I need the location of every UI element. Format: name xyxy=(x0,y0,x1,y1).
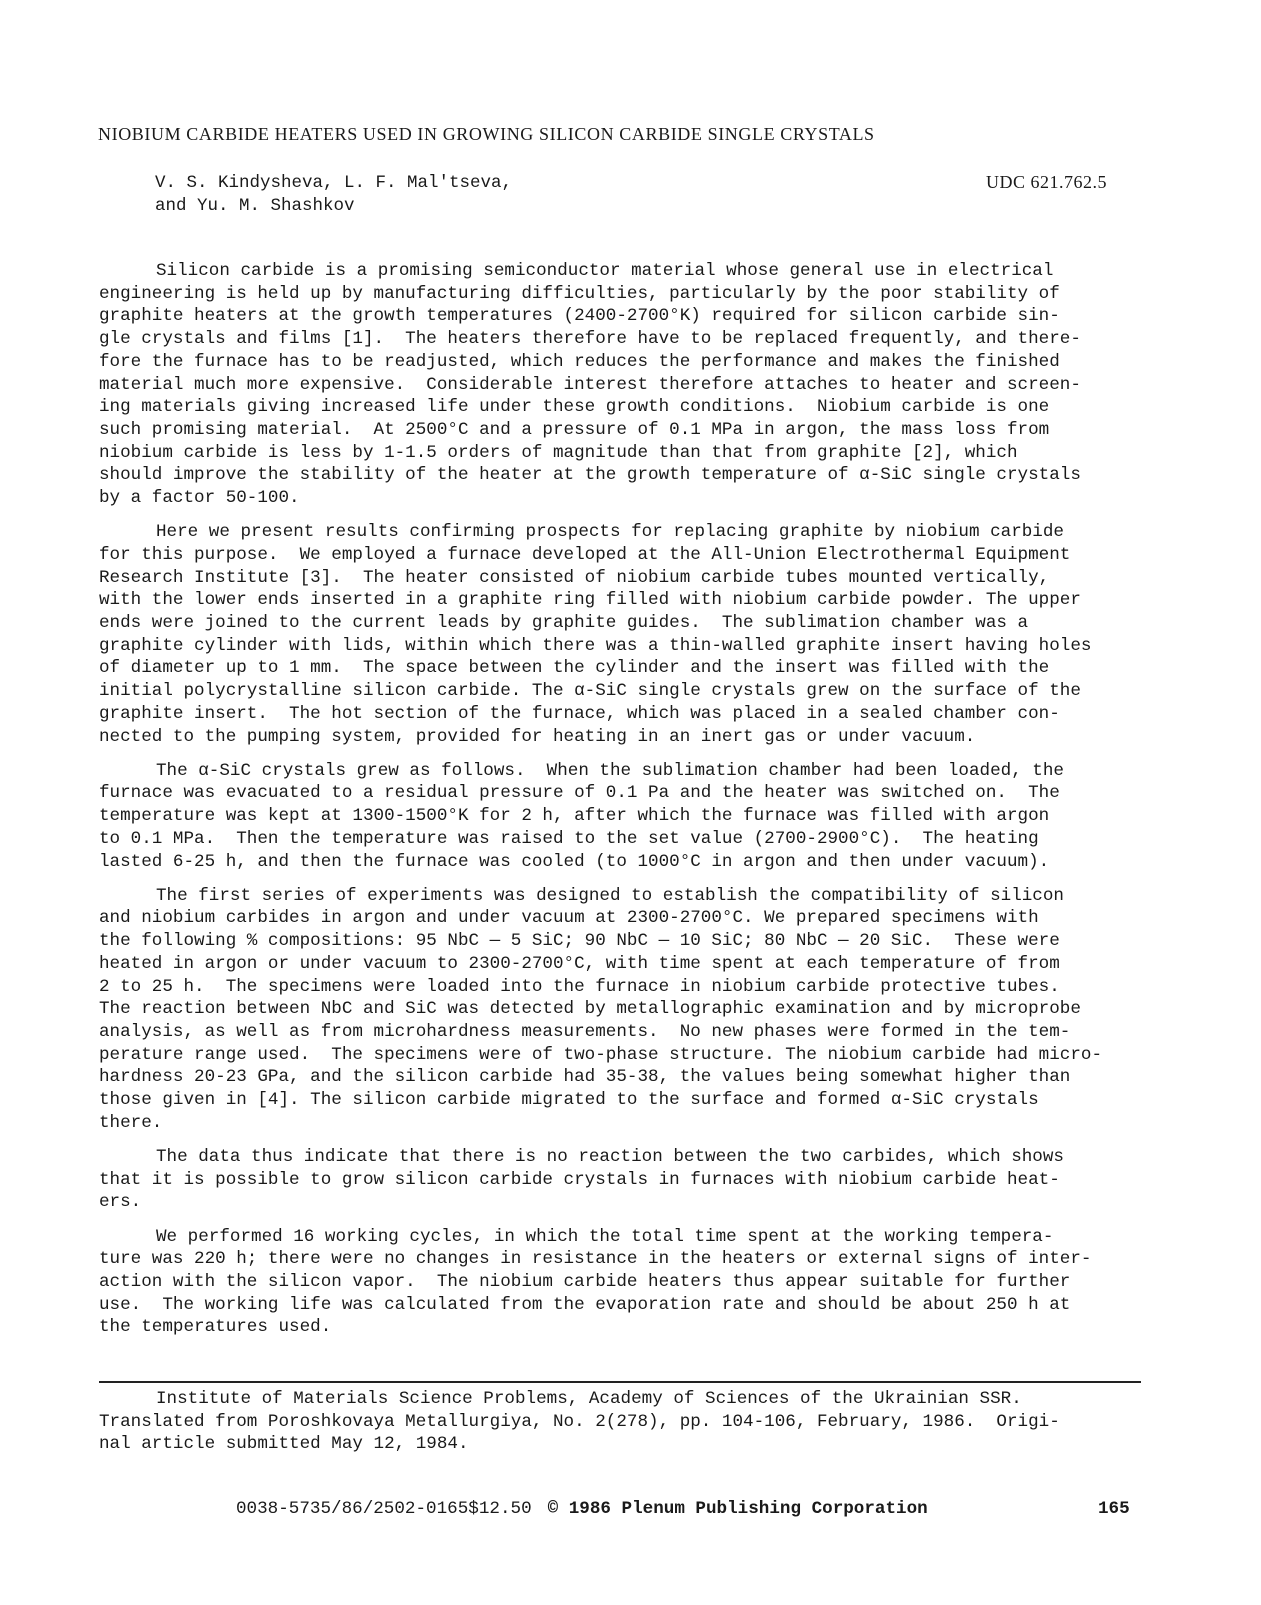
paragraph-3: The α-SiC crystals grew as follows. When the sublimation chamber had been loaded, the furnace was evacuated to a residual pressure of 0.1 Pa and the heater was switched on. The temperature was kept at 1300-1500°K for 2 h, after which the furnace was filled with argon to 0.1 MPa. Then the temperature was raised to the set value (2700-2900°C). The heating lasted 6-25 h, and then the furnace was cooled (to 1000°C in argon and then under vacuum). xyxy=(99,760,1064,872)
price-code: 0038-5735/86/2502-0165$12.50 xyxy=(236,1499,532,1519)
paragraph-2: Here we present results confirming prospects for replacing graphite by niobium carbide for this purpose. We employed a furnace developed at the All-Union Electrothermal Equipment Research Institute [3]. The heater consisted of niobium carbide tubes mounted vertically, with the lower ends inserted in a graphite ring filled with niobium carbide powder. The upper ends were joined to the current leads by graphite guides. The sublimation chamber was a graphite cylinder with lids, within which there was a thin-walled graphite insert having holes of diameter up to 1 mm. The space between the cylinder and the insert was filled with the initial polycrystalline silicon carbide. The α-SiC single crystals grew on the surface of the graphite insert. The hot section of the furnace, which was placed in a sealed chamber con- nected to the pumping system, provided for heating in an inert gas or under vacuum. xyxy=(99,522,1092,747)
paragraph-1: Silicon carbide is a promising semiconductor material whose general use in electrical engineering is held up by manufacturing difficulties, particularly by the poor stability of graphite heaters at the growth temperatures (2400-2700°K) required for silicon carbide sin- gle crystals and films [1]. The heaters therefore have to be replaced frequently, and there- fore the furnace has to be readjusted, which reduces the performance and makes the finished material much more expensive. Considerable interest therefore attaches to heater and screen- ing materials giving increased life under these growth conditions. Niobium carbide is one such promising material. At 2500°C and a pressure of 0.1 MPa in argon, the mass loss from niobium carbide is less by 1-1.5 orders of magnitude than that from graphite [2], which should improve the stability of the heater at the growth temperature of α-SiC single crystals by a factor 50-100. xyxy=(99,261,1081,509)
article-body xyxy=(99,260,1169,1351)
author-line-1: V. S. Kindysheva, L. F. Mal'tseva, xyxy=(155,173,513,193)
paragraph-6: We performed 16 working cycles, in which the total time spent at the working tempera- ture was 220 h; there were no changes in resistance in the heaters or external signs of inter- action with the silicon vapor. The niobium carbide heaters thus appear suitable for further use. The working life was calculated from the evaporation rate and should be about 250 h at the temperatures used. xyxy=(99,1226,1092,1338)
footnote-divider xyxy=(99,1381,1141,1383)
paragraph-5: The data thus indicate that there is no reaction between the two carbides, which shows that it is possible to grow silicon carbide crystals in furnaces with niobium carbide heat- ers. xyxy=(99,1147,1064,1213)
article-title: NIOBIUM CARBIDE HEATERS USED IN GROWING SILICON CARBIDE SINGLE CRYSTALS xyxy=(98,124,875,144)
udc-code: UDC 621.762.5 xyxy=(986,172,1108,192)
affiliation-footnote: Institute of Materials Science Problems, Academy of Sciences of the Ukrainian SSR. Translated from Poroshkovaya Metallurgiya, No. 2(278), pp. 104-106, February, 1986. Origi- nal article submitted May 12, 1984. xyxy=(99,1389,1060,1455)
page-number: 165 xyxy=(1098,1499,1130,1519)
copyright-notice: © 1986 Plenum Publishing Corporation xyxy=(547,1499,928,1519)
page-footer xyxy=(236,1499,1136,1519)
author-line-2: and Yu. M. Shashkov xyxy=(155,196,355,216)
author-list xyxy=(155,172,755,218)
paragraph-4: The first series of experiments was designed to establish the compatibility of silicon and niobium carbides in argon and under vacuum at 2300-2700°C. We prepared specimens with the following % compositions: 95 NbC — 5 SiC; 90 NbC — 10 SiC; 80 NbC — 20 SiC. These were heated in argon or under vacuum to 2300-2700°C, with time spent at each temperature of from 2 to 25 h. The specimens were loaded into the furnace in niobium carbide protective tubes. The reaction between NbC and SiC was detected by metallographic examination and by microprobe analysis, as well as from microhardness measurements. No new phases were formed in the tem- perature range used. The specimens were of two-phase structure. The niobium carbide had micro- hardness 20-23 GPa, and the silicon carbide had 35-38, the values being somewhat higher than those given in [4]. The silicon carbide migrated to the surface and formed α-SiC crystals there. xyxy=(99,885,1103,1133)
